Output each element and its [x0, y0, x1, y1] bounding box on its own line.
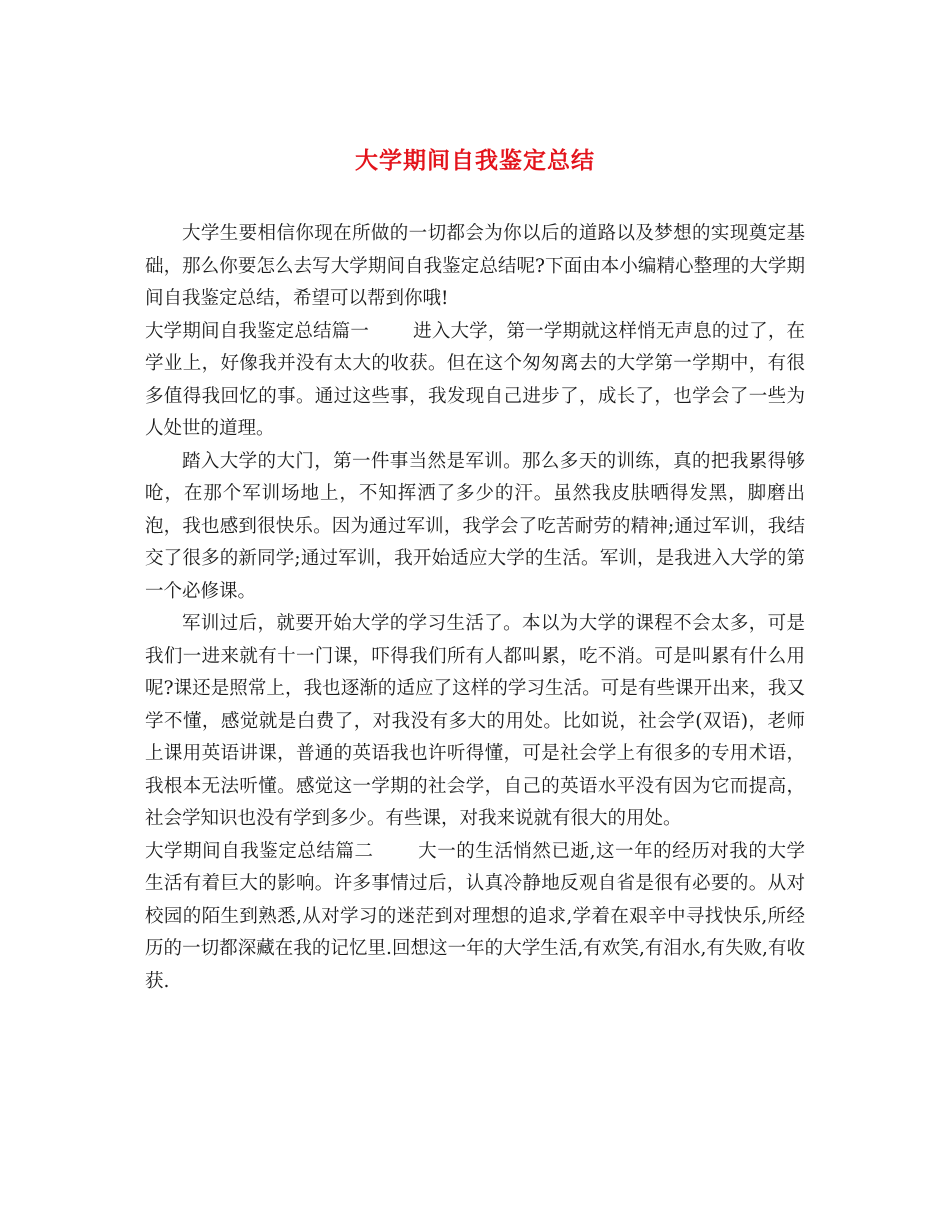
section-two-paragraph	[145, 836, 805, 999]
section-one-heading: 大学期间自我鉴定总结篇一	[145, 320, 369, 342]
section-two-text: 大一的生活悄然已逝,这一年的经历对我的大学生活有着巨大的影响。许多事情过后，认真冷静地反观自省是很有必要的。从对校园的陌生到熟悉,从对学习的迷茫到对理想的追求,学着在艰辛中寻找快乐,所经历的一切都深藏在我的记忆里.回想这一年的大学生活,有欢笑,有泪水,有失败,有收获.	[145, 840, 805, 992]
section-two-heading: 大学期间自我鉴定总结篇二	[145, 840, 374, 862]
section-one-text: 进入大学，第一学期就这样悄无声息的过了，在学业上，好像我并没有太大的收获。但在这个匆匆离去的大学第一学期中，有很多值得我回忆的事。通过这些事，我发现自己进步了，成长了，也学会了一些为人处世的道理。	[145, 320, 805, 439]
military-training-paragraph: 踏入大学的大门，第一件事当然是军训。那么多天的训练，真的把我累得够呛，在那个军训场地上，不知挥洒了多少的汗。虽然我皮肤晒得发黑，脚磨出泡，我也感到很快乐。因为通过军训，我学会了吃苦耐劳的精神;通过军训，我结交了很多的新同学;通过军训，我开始适应大学的生活。军训，是我进入大学的第一个必修课。	[145, 450, 805, 602]
document-body	[145, 218, 805, 998]
study-life-paragraph: 军训过后，就要开始大学的学习生活了。本以为大学的课程不会太多，可是我们一进来就有十一门课，吓得我们所有人都叫累，吃不消。可是叫累有什么用呢?课还是照常上，我也逐渐的适应了这样的学习生活。可是有些课开出来，我又学不懂，感觉就是白费了，对我没有多大的用处。比如说，社会学(双语)，老师上课用英语讲课，普通的英语我也许听得懂，可是社会学上有很多的专用术语，我根本无法听懂。感觉这一学期的社会学，自己的英语水平没有因为它而提高，社会学知识也没有学到多少。有些课，对我来说就有很大的用处。	[145, 613, 805, 829]
intro-paragraph: 大学生要相信你现在所做的一切都会为你以后的道路以及梦想的实现奠定基础，那么你要怎么去写大学期间自我鉴定总结呢?下面由本小编精心整理的大学期间自我鉴定总结，希望可以帮到你哦!	[145, 223, 805, 309]
document-title: 大学期间自我鉴定总结	[355, 147, 595, 174]
section-one-paragraph	[145, 316, 805, 446]
